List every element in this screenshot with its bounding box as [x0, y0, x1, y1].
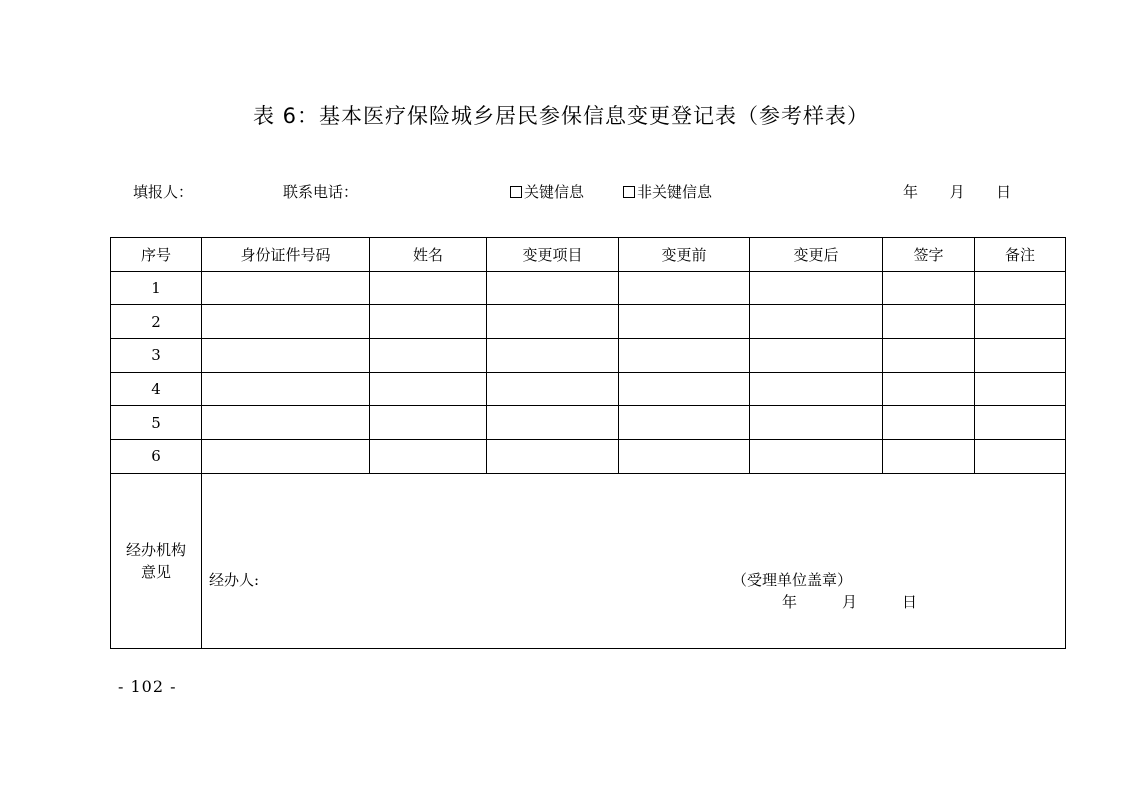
id-number-cell[interactable]: [202, 406, 370, 440]
change-item-cell[interactable]: [487, 406, 619, 440]
table-row: [111, 271, 1066, 305]
signature-cell[interactable]: [883, 372, 975, 406]
name-cell[interactable]: [370, 271, 487, 305]
col-header-after: 变更后: [750, 238, 883, 272]
before-cell[interactable]: [619, 271, 750, 305]
table-row: [111, 406, 1066, 440]
change-item-cell[interactable]: [487, 271, 619, 305]
header-date: [903, 181, 1011, 202]
before-cell[interactable]: [619, 440, 750, 474]
change-item-cell[interactable]: [487, 305, 619, 339]
handler-label: 经办人:: [209, 570, 260, 589]
opinion-year-label: 年: [782, 592, 798, 611]
change-item-cell[interactable]: [487, 440, 619, 474]
stamp-label: （受理单位盖章）: [732, 570, 853, 589]
non-key-info-option[interactable]: [623, 181, 712, 202]
year-label: 年: [903, 183, 919, 201]
after-cell[interactable]: [750, 372, 883, 406]
col-header-signature: 签字: [883, 238, 975, 272]
opinion-month-label: 月: [842, 592, 858, 611]
agency-opinion-field[interactable]: [202, 473, 1066, 648]
remarks-cell[interactable]: [975, 372, 1066, 406]
phone-label: 联系电话：: [283, 183, 359, 201]
opinion-date: [782, 591, 917, 612]
signature-cell[interactable]: [883, 271, 975, 305]
remarks-cell[interactable]: [975, 440, 1066, 474]
name-cell[interactable]: [370, 440, 487, 474]
row-number: 3: [111, 339, 202, 373]
row-number: 6: [111, 440, 202, 474]
before-cell[interactable]: [619, 339, 750, 373]
before-cell[interactable]: [619, 372, 750, 406]
row-number: 2: [111, 305, 202, 339]
document-title: 表 6：基本医疗保险城乡居民参保信息变更登记表（参考样表）: [252, 104, 870, 128]
col-header-id-number: 身份证件号码: [202, 238, 370, 272]
agency-opinion-label-line2: 意见: [140, 562, 171, 581]
table-row: [111, 372, 1066, 406]
page-number: - 102 -: [118, 677, 177, 696]
col-header-name: 姓名: [370, 238, 487, 272]
after-cell[interactable]: [750, 271, 883, 305]
table-row: [111, 305, 1066, 339]
checkbox-icon[interactable]: [510, 186, 522, 198]
signature-cell[interactable]: [883, 305, 975, 339]
change-register-table: [110, 237, 1066, 649]
name-cell[interactable]: [370, 372, 487, 406]
month-label: 月: [949, 183, 965, 201]
signature-cell[interactable]: [883, 339, 975, 373]
checkbox-icon[interactable]: [623, 186, 635, 198]
agency-opinion-label: [111, 473, 202, 648]
id-number-cell[interactable]: [202, 339, 370, 373]
key-info-label: 关键信息: [524, 183, 585, 201]
id-number-cell[interactable]: [202, 305, 370, 339]
change-item-cell[interactable]: [487, 339, 619, 373]
col-header-change-item: 变更项目: [487, 238, 619, 272]
table-row: [111, 440, 1066, 474]
id-number-cell[interactable]: [202, 271, 370, 305]
row-number: 5: [111, 406, 202, 440]
agency-opinion-label-line1: 经办机构: [125, 540, 186, 559]
id-number-cell[interactable]: [202, 440, 370, 474]
before-cell[interactable]: [619, 406, 750, 440]
name-cell[interactable]: [370, 406, 487, 440]
remarks-cell[interactable]: [975, 406, 1066, 440]
col-header-before: 变更前: [619, 238, 750, 272]
non-key-info-label: 非关键信息: [637, 183, 713, 201]
after-cell[interactable]: [750, 440, 883, 474]
change-item-cell[interactable]: [487, 372, 619, 406]
key-info-option[interactable]: [510, 181, 584, 202]
name-cell[interactable]: [370, 305, 487, 339]
after-cell[interactable]: [750, 305, 883, 339]
remarks-cell[interactable]: [975, 305, 1066, 339]
filler-label: 填报人：: [133, 183, 194, 201]
row-number: 1: [111, 271, 202, 305]
remarks-cell[interactable]: [975, 271, 1066, 305]
opinion-day-label: 日: [902, 592, 918, 611]
name-cell[interactable]: [370, 339, 487, 373]
signature-cell[interactable]: [883, 406, 975, 440]
day-label: 日: [996, 183, 1012, 201]
remarks-cell[interactable]: [975, 339, 1066, 373]
before-cell[interactable]: [619, 305, 750, 339]
col-header-remarks: 备注: [975, 238, 1066, 272]
agency-opinion-row: [111, 473, 1066, 648]
row-number: 4: [111, 372, 202, 406]
after-cell[interactable]: [750, 406, 883, 440]
signature-cell[interactable]: [883, 440, 975, 474]
table-header-row: [111, 238, 1066, 272]
table-row: [111, 339, 1066, 373]
col-header-seq: 序号: [111, 238, 202, 272]
id-number-cell[interactable]: [202, 372, 370, 406]
after-cell[interactable]: [750, 339, 883, 373]
